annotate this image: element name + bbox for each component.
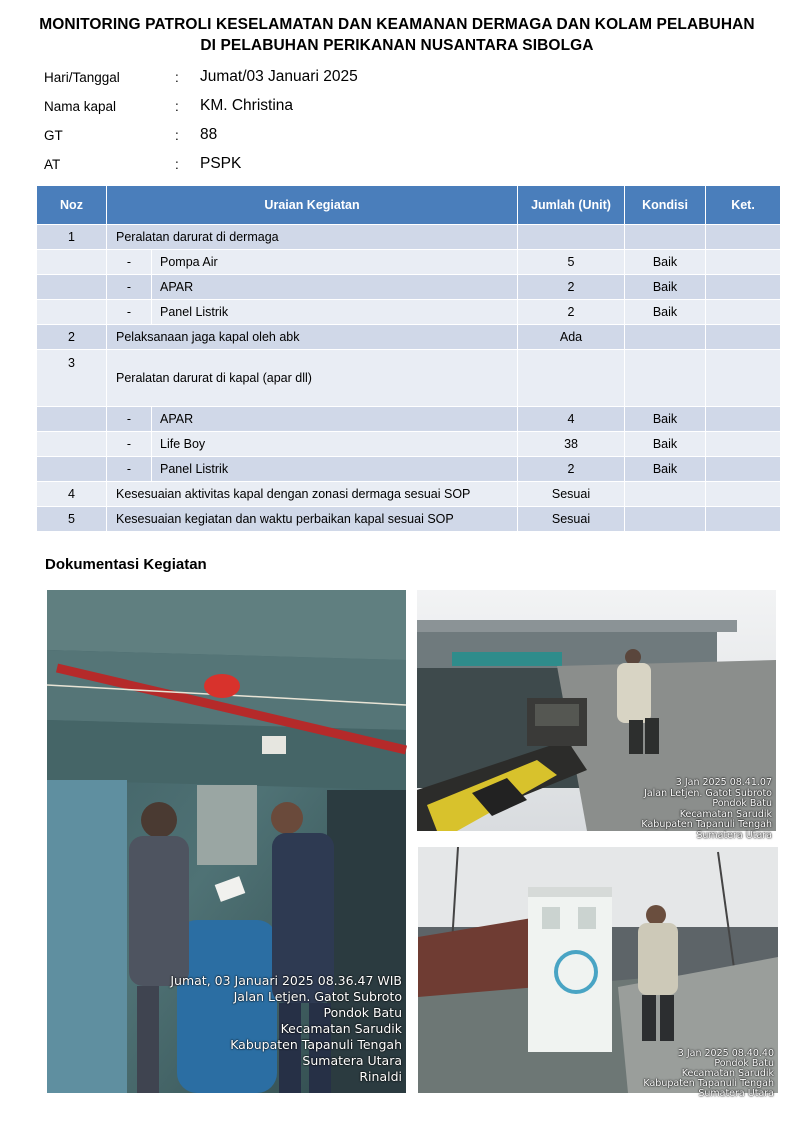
table-row bbox=[37, 507, 781, 532]
cell-kondisi: Baik bbox=[625, 300, 706, 325]
cell-no bbox=[37, 432, 107, 457]
stamp-line: Rinaldi bbox=[359, 1069, 402, 1084]
cell-kondisi: Baik bbox=[625, 407, 706, 432]
stamp-line: Pondok Batu bbox=[323, 1005, 402, 1020]
cell-kondisi bbox=[625, 225, 706, 250]
cell-kondisi: Baik bbox=[625, 457, 706, 482]
table-header-row bbox=[37, 186, 781, 225]
stamp-line: Kabupaten Tapanuli Tengah bbox=[643, 1078, 774, 1089]
cell-uraian: Kesesuaian kegiatan dan waktu perbaikan kapal sesuai SOP bbox=[107, 507, 518, 532]
table-row bbox=[37, 350, 781, 407]
documentation-photo-3 bbox=[418, 847, 778, 1099]
stamp-line: Jalan Letjen. Gatot Subroto bbox=[644, 787, 772, 799]
cell-no bbox=[37, 407, 107, 432]
table-row bbox=[37, 275, 781, 300]
info-colon: : bbox=[175, 70, 179, 85]
cell-no bbox=[37, 250, 107, 275]
monitoring-table bbox=[36, 185, 781, 532]
stamp-line: Kecamatan Sarudik bbox=[681, 1068, 774, 1079]
cell-item: Pompa Air bbox=[152, 250, 518, 275]
documentation-heading: Dokumentasi Kegiatan bbox=[45, 556, 207, 573]
cell-no bbox=[37, 275, 107, 300]
info-value: KM. Christina bbox=[200, 97, 294, 114]
cell-ket bbox=[706, 325, 781, 350]
cell-kondisi: Baik bbox=[625, 275, 706, 300]
cell-item: Life Boy bbox=[152, 432, 518, 457]
cell-no bbox=[37, 457, 107, 482]
cell-uraian: Peralatan darurat di kapal (apar dll) bbox=[107, 350, 518, 407]
documentation-photo-1 bbox=[47, 590, 406, 1093]
cell-ket bbox=[706, 350, 781, 407]
info-colon: : bbox=[175, 128, 179, 143]
cell-no: 2 bbox=[37, 325, 107, 350]
info-value: PSPK bbox=[200, 155, 242, 172]
cell-item: Panel Listrik bbox=[152, 300, 518, 325]
info-value: 88 bbox=[200, 126, 218, 143]
stamp-line: Kabupaten Tapanuli Tengah bbox=[641, 819, 772, 830]
stamp-line: Kecamatan Sarudik bbox=[679, 808, 772, 820]
table-row bbox=[37, 407, 781, 432]
info-label: AT bbox=[44, 157, 61, 172]
table-row bbox=[37, 457, 781, 482]
cell-kondisi: Baik bbox=[625, 432, 706, 457]
info-label: GT bbox=[44, 128, 63, 143]
cell-no bbox=[37, 300, 107, 325]
header-ket: Ket. bbox=[706, 186, 781, 225]
cell-dash: - bbox=[107, 300, 152, 325]
info-value: Jumat/03 Januari 2025 bbox=[200, 68, 358, 85]
stamp-line: 3 Jan 2025 08.41.07 bbox=[675, 777, 772, 788]
cell-ket bbox=[706, 432, 781, 457]
header-jumlah: Jumlah (Unit) bbox=[518, 186, 625, 225]
cell-jumlah: 2 bbox=[518, 275, 625, 300]
stamp-line: Sumatera Utara bbox=[696, 829, 772, 841]
cell-ket bbox=[706, 457, 781, 482]
cell-uraian: Pelaksanaan jaga kapal oleh abk bbox=[107, 325, 518, 350]
stamp-line: Kabupaten Tapanuli Tengah bbox=[230, 1037, 402, 1052]
info-label: Hari/Tanggal bbox=[44, 70, 120, 85]
cell-uraian: Peralatan darurat di dermaga bbox=[107, 225, 518, 250]
cell-item: Panel Listrik bbox=[152, 457, 518, 482]
document-title bbox=[20, 14, 774, 56]
cell-jumlah: 38 bbox=[518, 432, 625, 457]
cell-ket bbox=[706, 275, 781, 300]
info-colon: : bbox=[175, 99, 179, 114]
info-label: Nama kapal bbox=[44, 99, 117, 114]
cell-kondisi: Baik bbox=[625, 250, 706, 275]
cell-kondisi bbox=[625, 325, 706, 350]
cell-kondisi bbox=[625, 507, 706, 532]
cell-dash: - bbox=[107, 250, 152, 275]
cell-kondisi bbox=[625, 350, 706, 407]
stamp-line: Kecamatan Sarudik bbox=[280, 1021, 402, 1036]
cell-dash: - bbox=[107, 432, 152, 457]
documentation-photo-2 bbox=[417, 590, 776, 841]
stamp-line: 3 Jan 2025 08.40.40 bbox=[677, 1048, 774, 1059]
table-row bbox=[37, 225, 781, 250]
cell-ket bbox=[706, 250, 781, 275]
stamp-line: Pondok Batu bbox=[714, 1058, 774, 1069]
cell-ket bbox=[706, 507, 781, 532]
cell-jumlah: Sesuai bbox=[518, 507, 625, 532]
cell-jumlah bbox=[518, 350, 625, 407]
cell-uraian: Kesesuaian aktivitas kapal dengan zonasi dermaga sesuai SOP bbox=[107, 482, 518, 507]
cell-jumlah bbox=[518, 225, 625, 250]
cell-kondisi bbox=[625, 482, 706, 507]
stamp-line: Jumat, 03 Januari 2025 08.36.47 WIB bbox=[170, 973, 402, 988]
cell-jumlah: 2 bbox=[518, 457, 625, 482]
stamp-line: Sumatera Utara bbox=[302, 1053, 402, 1068]
stamp-line: Sumatera Utara bbox=[698, 1088, 774, 1099]
cell-jumlah: 2 bbox=[518, 300, 625, 325]
table-row bbox=[37, 250, 781, 275]
cell-ket bbox=[706, 482, 781, 507]
stamp-line: Pondok Batu bbox=[712, 798, 772, 809]
title-line-2: DI PELABUHAN PERIKANAN NUSANTARA SIBOLGA bbox=[200, 37, 594, 54]
table-row bbox=[37, 325, 781, 350]
stamp-line: Jalan Letjen. Gatot Subroto bbox=[233, 989, 402, 1004]
cell-ket bbox=[706, 225, 781, 250]
header-kondisi: Kondisi bbox=[625, 186, 706, 225]
cell-jumlah: Ada bbox=[518, 325, 625, 350]
cell-jumlah: Sesuai bbox=[518, 482, 625, 507]
cell-dash: - bbox=[107, 457, 152, 482]
cell-no: 5 bbox=[37, 507, 107, 532]
photo-3-stamp bbox=[643, 1049, 774, 1099]
table-row bbox=[37, 300, 781, 325]
table-row bbox=[37, 482, 781, 507]
cell-no: 4 bbox=[37, 482, 107, 507]
cell-item: APAR bbox=[152, 275, 518, 300]
cell-item: APAR bbox=[152, 407, 518, 432]
table-row bbox=[37, 432, 781, 457]
cell-dash: - bbox=[107, 407, 152, 432]
cell-jumlah: 4 bbox=[518, 407, 625, 432]
photo-2-stamp bbox=[641, 778, 772, 841]
cell-ket bbox=[706, 300, 781, 325]
cell-no: 3 bbox=[37, 350, 107, 407]
photo-1-stamp bbox=[170, 973, 402, 1085]
cell-dash: - bbox=[107, 275, 152, 300]
cell-jumlah: 5 bbox=[518, 250, 625, 275]
header-uraian: Uraian Kegiatan bbox=[107, 186, 518, 225]
info-colon: : bbox=[175, 157, 179, 172]
title-line-1: MONITORING PATROLI KESELAMATAN DAN KEAMANAN DERMAGA DAN KOLAM PELABUHAN bbox=[39, 16, 755, 33]
cell-no: 1 bbox=[37, 225, 107, 250]
header-no: Noz bbox=[37, 186, 107, 225]
cell-ket bbox=[706, 407, 781, 432]
